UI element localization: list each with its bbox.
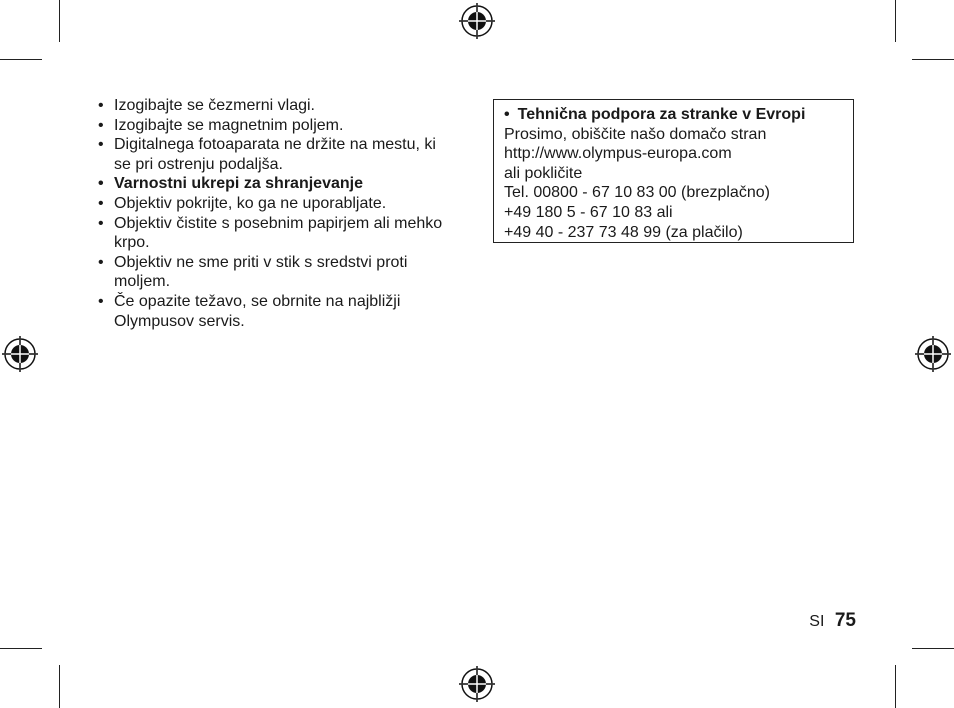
crop-mark	[0, 59, 42, 60]
list-item: • Izogibajte se čezmerni vlagi.	[98, 96, 450, 116]
list-item: • Objektiv ne sme priti v stik s sredstvi proti moljem.	[98, 253, 450, 292]
crop-mark	[895, 0, 896, 42]
list-item: • Če opazite težavo, se obrnite na najbližji Olympusov servis.	[98, 292, 450, 331]
bullet-list	[98, 96, 450, 331]
crop-mark	[59, 665, 60, 708]
crop-mark	[59, 0, 60, 42]
support-url: http://www.olympus-europa.com	[504, 145, 732, 163]
support-info-box	[493, 99, 854, 243]
list-item: • Digitalnega fotoaparata ne držite na mestu, ki se pri ostrenju podaljša.	[98, 135, 450, 174]
list-item: • Objektiv čistite s posebnim papirjem ali mehko krpo.	[98, 214, 450, 253]
support-phone: +49 180 5 - 67 10 83 ali	[504, 203, 673, 221]
crop-mark	[912, 59, 954, 60]
registration-mark-icon	[915, 336, 951, 372]
registration-mark-icon	[2, 336, 38, 372]
section-heading: • Varnostni ukrepi za shranjevanje	[98, 174, 450, 194]
registration-mark-icon	[459, 3, 495, 39]
registration-mark-icon	[459, 666, 495, 702]
bullet-icon: •	[504, 106, 510, 123]
crop-mark	[0, 648, 42, 649]
language-code: SI	[809, 613, 825, 630]
list-item: • Izogibajte se magnetnim poljem.	[98, 116, 450, 136]
page-number: 75	[834, 610, 856, 631]
support-title	[504, 105, 843, 125]
crop-mark	[912, 648, 954, 649]
support-line: ali pokličite	[504, 164, 583, 182]
list-item: • Objektiv pokrijte, ko ga ne uporabljate.	[98, 194, 450, 214]
care-instructions	[98, 96, 450, 331]
support-phone: +49 40 - 237 73 48 99 (za plačilo)	[504, 223, 743, 241]
support-line: Prosimo, obiščite našo domačo stran	[504, 125, 767, 143]
support-phone: Tel. 00800 - 67 10 83 00 (brezplačno)	[504, 184, 770, 202]
page-footer	[809, 610, 856, 632]
crop-mark	[895, 665, 896, 708]
support-title-text: Tehnična podpora za stranke v Evropi	[517, 106, 806, 123]
